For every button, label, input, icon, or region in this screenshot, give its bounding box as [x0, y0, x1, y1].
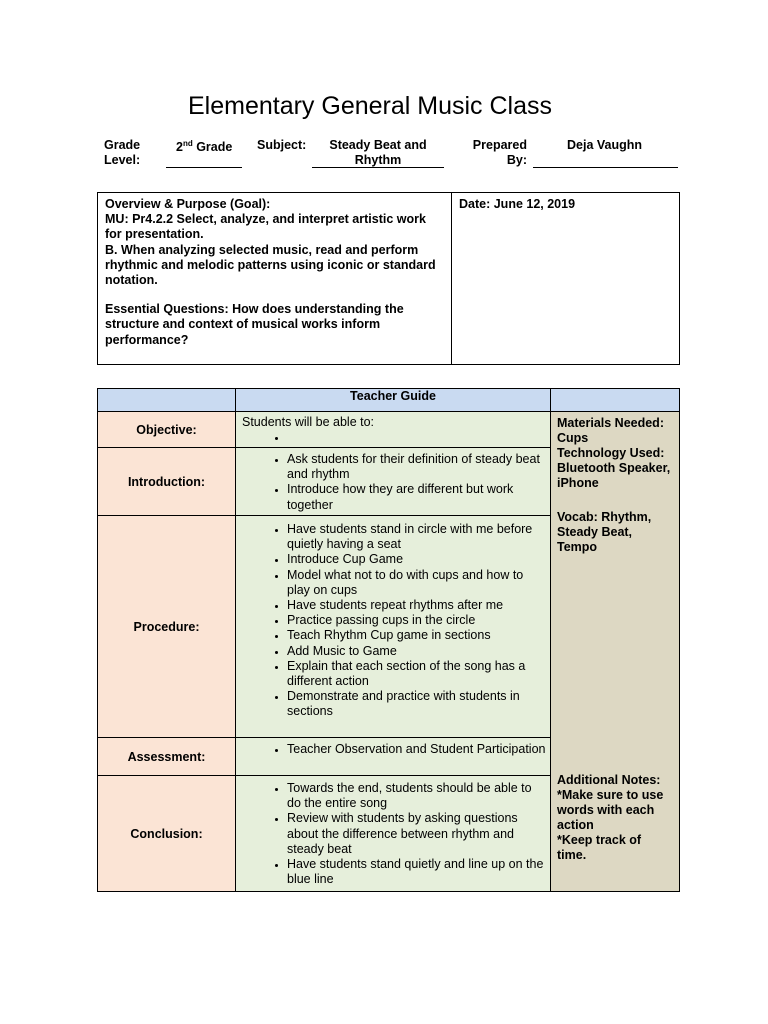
list-item: • Have students repeat rhythms after me: [287, 598, 546, 613]
date-cell: [452, 193, 680, 365]
list-item: [287, 430, 546, 445]
overview-heading: Overview & Purpose (Goal):: [105, 197, 271, 211]
list-item: • Ask students for their definition of steady beat and rhythm: [287, 452, 546, 482]
essential-questions: Essential Questions: How does understanding the structure and context of musical works inform performance?: [105, 302, 404, 347]
list-item: • Teacher Observation and Student Participation: [287, 742, 546, 757]
materials-value: Cups: [557, 431, 589, 445]
list-item: • Have students stand quietly and line up on the blue line: [287, 857, 546, 887]
objective-label: Objective:: [98, 412, 236, 448]
overview-point-b: B. When analyzing selected music, read and perform rhythmic and melodic patterns using iconic or standard notation.: [105, 242, 436, 288]
technology-label: Technology Used:: [557, 446, 665, 460]
list-item: • Teach Rhythm Cup game in sections: [287, 628, 546, 643]
list-item: • Introduce Cup Game: [287, 552, 546, 567]
objective-intro: Students will be able to:: [242, 415, 375, 429]
procedure-list: [236, 522, 550, 720]
conclusion-list: [236, 781, 550, 887]
teacher-guide-header: Teacher Guide: [236, 389, 551, 412]
conclusion-content: [236, 776, 551, 892]
notes-item-1: *Make sure to use words with each action: [557, 788, 664, 832]
assessment-list: [236, 742, 550, 757]
introduction-list: [236, 452, 550, 513]
vocab-text: Vocab: Rhythm, Steady Beat, Tempo: [557, 510, 652, 554]
grade-label: Grade Level:: [104, 138, 141, 167]
objective-content: [236, 412, 551, 448]
assessment-label: Assessment:: [98, 738, 236, 776]
list-item: • Demonstrate and practice with students in sections: [287, 689, 546, 719]
list-item: • Model what not to do with cups and how to play on cups: [287, 568, 546, 598]
conclusion-label: Conclusion:: [98, 776, 236, 892]
subject-underline: [312, 167, 444, 168]
prepared-value: Deja Vaughn: [567, 138, 643, 152]
list-item: • Practice passing cups in the circle: [287, 613, 546, 628]
prepared-label: Prepared By:: [472, 138, 527, 167]
materials-label: Materials Needed:: [557, 416, 664, 430]
list-item: • Explain that each section of the song has a different action: [287, 659, 546, 689]
overview-table: [97, 192, 680, 365]
subject-label: Subject:: [257, 138, 307, 152]
list-item: • Have students stand in circle with me before quietly having a seat: [287, 522, 546, 552]
teacher-guide-table: [97, 388, 680, 892]
overview-standard: MU: Pr4.2.2 Select, analyze, and interpret artistic work for presentation.: [105, 212, 426, 242]
subject-value: Steady Beat and Rhythm: [329, 138, 427, 167]
overview-cell: [98, 193, 452, 365]
list-item: • Review with students by asking questions about the difference between rhythm and steady beat: [287, 811, 546, 857]
technology-value: Bluetooth Speaker, iPhone: [557, 461, 671, 490]
notes-label: Additional Notes:: [557, 773, 661, 787]
notes-item-2: *Keep track of time.: [557, 833, 642, 862]
procedure-label: Procedure:: [98, 516, 236, 738]
list-item: • Introduce how they are different but work together: [287, 482, 546, 512]
assessment-content: [236, 738, 551, 776]
prepared-underline: [533, 167, 678, 168]
introduction-label: Introduction:: [98, 448, 236, 516]
procedure-content: [236, 516, 551, 738]
list-item: • Add Music to Game: [287, 644, 546, 659]
objective-row: [98, 412, 680, 448]
lesson-date: Date: June 12, 2019: [459, 197, 576, 211]
list-item: • Towards the end, students should be able to do the entire song: [287, 781, 546, 811]
objective-list: [236, 430, 550, 445]
side-notes-cell: [551, 412, 680, 892]
introduction-content: [236, 448, 551, 516]
guide-header-row: [98, 389, 680, 412]
grade-value: 2nd Grade: [176, 139, 233, 155]
page-title: Elementary General Music Class: [187, 92, 552, 120]
grade-underline: [166, 167, 242, 168]
